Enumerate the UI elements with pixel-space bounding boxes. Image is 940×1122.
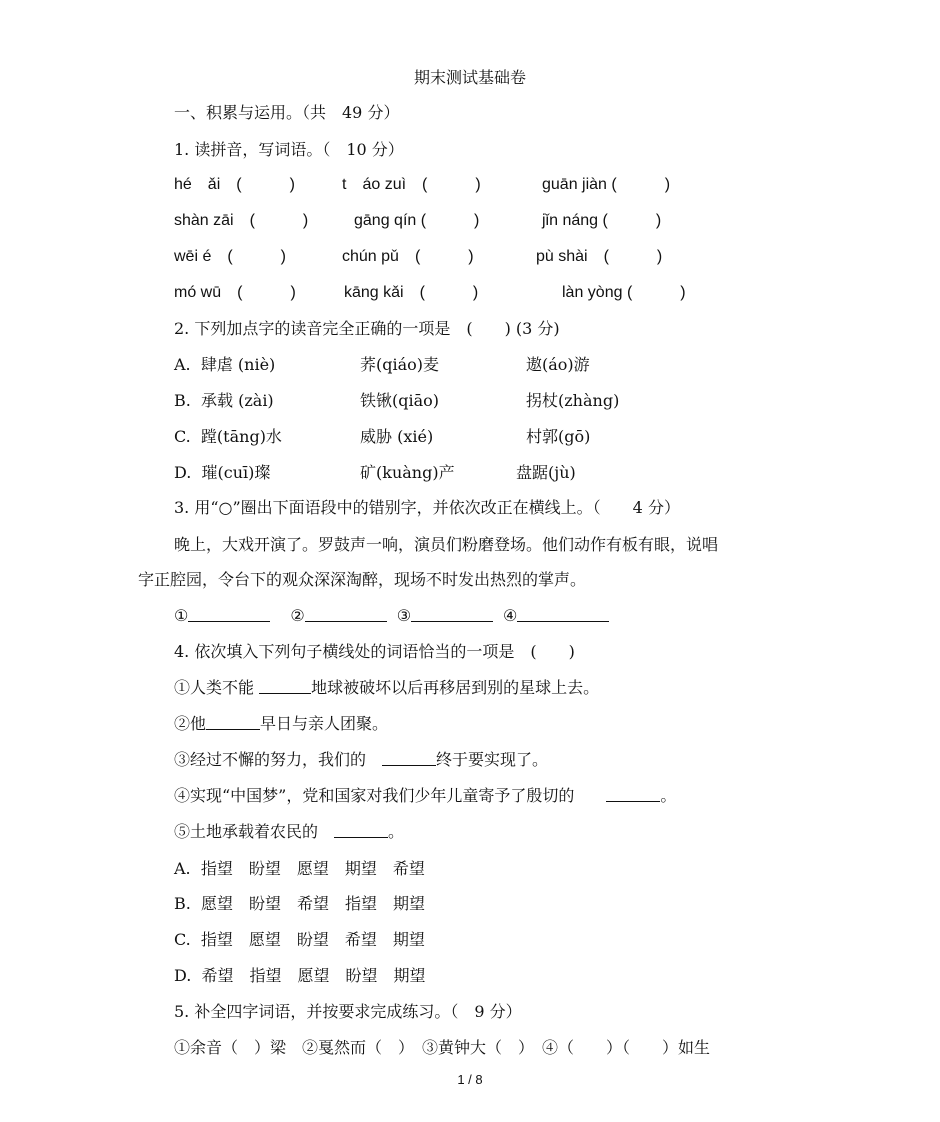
question-4-heading: 4. 依次填入下列句子横线处的词语恰当的一项是 ( ): [174, 642, 575, 661]
choice-item: 遨(áo)游: [526, 355, 590, 374]
blank-label: ①: [174, 606, 189, 625]
page-number: 1 / 8: [457, 1072, 483, 1087]
pinyin-item: làn yòng ( ): [562, 284, 686, 301]
choice-item: B. 承载 (zài): [174, 391, 274, 410]
answer-blanks: [174, 605, 609, 627]
fill-sentence: [174, 785, 676, 807]
question-1-heading: 1. 读拼音，写词语。（ 10 分）: [174, 140, 404, 159]
choice-item: 盘踞(jù): [516, 463, 576, 482]
pinyin-row: [174, 246, 662, 268]
pinyin-item: t áo zuì ( ): [342, 176, 481, 193]
choice-item: 拐杖(zhàng): [526, 391, 620, 410]
sentence-text: ④实现“中国梦”，党和国家对我们少年儿童寄予了殷切的: [174, 786, 607, 805]
choice-item: A. 肆虐 (niè): [174, 355, 276, 374]
choice-row: [174, 462, 576, 484]
sentence-text: 。: [660, 786, 677, 805]
pinyin-item: wēi é ( ): [174, 248, 287, 265]
fill-sentence: [174, 713, 388, 735]
pinyin-row: [174, 282, 686, 304]
question-5-heading: 5. 补全四字词语，并按要求完成练习。（ 9 分）: [174, 1002, 522, 1021]
sentence-text: 早日与亲人团聚。: [260, 714, 389, 733]
choice-row: [174, 390, 619, 412]
paragraph-line: 字正腔园，令台下的观众深深淘醉，现场不时发出热烈的掌声。: [138, 570, 587, 589]
sentence-text: 地球被破坏以后再移居到别的星球上去。: [311, 678, 600, 697]
choice-option: C. 指望 愿望 盼望 希望 期望: [174, 930, 425, 949]
sentence-text: 。: [388, 822, 405, 841]
section-heading: 一、积累与运用。（共 49 分）: [174, 103, 400, 122]
paragraph-line: 晚上，大戏开演了。罗鼓声一响，演员们粉磨登场。他们动作有板有眼，说唱: [174, 535, 719, 554]
choice-item: 铁锹(qiāo): [360, 391, 440, 410]
answer-blank[interactable]: [517, 605, 609, 622]
pinyin-item: mó wū ( ): [174, 284, 296, 301]
choice-item: 村郭(gō): [526, 427, 591, 446]
pinyin-item: kāng kǎi ( ): [344, 284, 479, 301]
pinyin-item: shàn zāi ( ): [174, 212, 309, 229]
choice-item: 矿(kuàng)产: [360, 463, 455, 482]
fill-sentence: [174, 821, 404, 843]
sentence-text: ③经过不懈的努力，我们的: [174, 750, 383, 769]
pinyin-item: jǐn náng ( ): [542, 212, 662, 229]
question-3-heading: 3. 用“○”圈出下面语段中的错别字，并依次改正在横线上。（ 4 分）: [174, 498, 680, 517]
choice-item: 威胁 (xié): [360, 427, 434, 446]
fill-sentence: [174, 749, 548, 771]
answer-blank[interactable]: [411, 605, 493, 622]
sentence-text: ①人类不能: [174, 678, 260, 697]
choice-item: D. 璀(cuī)璨: [174, 463, 271, 482]
pinyin-item: pù shài ( ): [536, 248, 663, 265]
question-2-heading: 2. 下列加点字的读音完全正确的一项是 ( ) (3 分): [174, 319, 560, 338]
choice-row: [174, 426, 590, 448]
answer-blank[interactable]: [606, 785, 660, 802]
answer-blank[interactable]: [259, 677, 311, 694]
pinyin-item: gāng qín ( ): [354, 212, 480, 229]
blank-label: ④: [503, 606, 518, 625]
choice-item: C. 蹚(tāng)水: [174, 427, 282, 446]
page-title: 期末测试基础卷: [413, 68, 526, 87]
pinyin-item: guān jiàn ( ): [542, 176, 671, 193]
choice-option: D. 希望 指望 愿望 盼望 期望: [174, 966, 426, 985]
sentence-text: 终于要实现了。: [436, 750, 549, 769]
answer-blank[interactable]: [382, 749, 436, 766]
blank-label: ②: [290, 606, 305, 625]
choice-item: 荞(qiáo)麦: [360, 355, 440, 374]
pinyin-row: [174, 210, 661, 232]
choice-option: A. 指望 盼望 愿望 期望 希望: [174, 859, 425, 878]
blank-label: ③: [396, 606, 412, 625]
answer-blank[interactable]: [305, 605, 387, 622]
choice-option: B. 愿望 盼望 希望 指望 期望: [174, 894, 426, 913]
answer-blank[interactable]: [206, 713, 260, 730]
answer-blank[interactable]: [334, 821, 388, 838]
sentence-text: ②他: [174, 714, 207, 733]
pinyin-row: [174, 174, 670, 196]
fill-sentence: [174, 677, 599, 699]
choice-row: [174, 354, 590, 376]
answer-blank[interactable]: [188, 605, 270, 622]
idiom-items: ①余音（ ）梁 ②戛然而（ ） ③黄钟大（ ） ④（ ）（ ）如生: [174, 1038, 711, 1057]
sentence-text: ⑤土地承载着农民的: [174, 822, 335, 841]
pinyin-item: hé ǎi ( ): [174, 176, 295, 193]
pinyin-item: chún pǔ ( ): [342, 248, 474, 265]
